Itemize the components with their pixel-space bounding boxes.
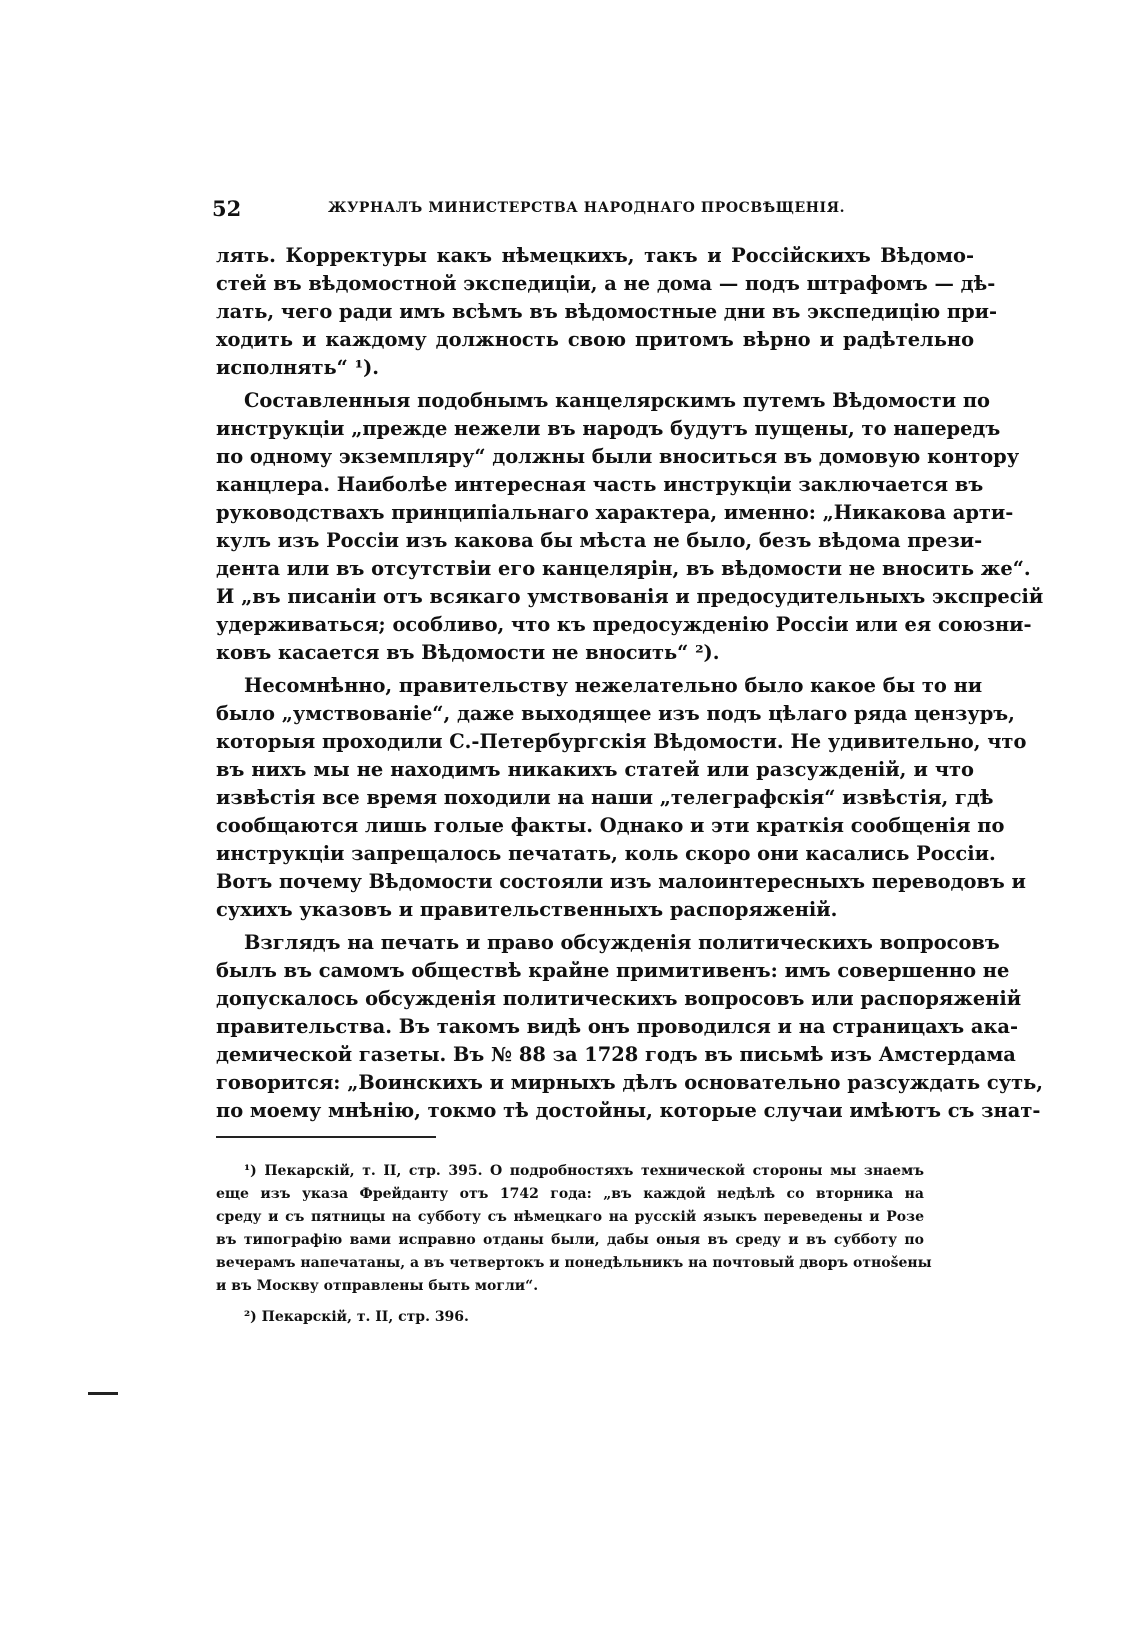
text-line: въ нихъ мы не находимъ никакихъ статей или разсужденій, и что xyxy=(216,758,974,781)
text-line: инструкціи „прежде нежели въ народъ будутъ пущены, то напередъ xyxy=(216,417,1001,440)
text-line: удерживаться; особливо, что къ предосужденію Россіи или ея союзни- xyxy=(216,613,1032,636)
footnote-line: среду и съ пятницы на субботу съ нѣмецкаго на русскій языкъ переведены и Розе xyxy=(216,1209,924,1225)
text-line: инструкціи запрещалось печатать, коль скоро они касались Россіи. xyxy=(216,842,996,865)
text-line: Составленныя подобнымъ канцелярскимъ путемъ Вѣдомости по xyxy=(244,389,990,412)
footnote-line: ²) Пекарскій, т. II, стр. 396. xyxy=(244,1309,469,1325)
text-line: кулъ изъ Россіи изъ какова бы мѣста не было, безъ вѣдома прези- xyxy=(216,529,983,552)
footnote-divider xyxy=(216,1136,436,1138)
text-line: говорится: „Воинскихъ и мирныхъ дѣлъ основательно разсуждать суть, xyxy=(216,1071,1044,1094)
footnote-line: вечерамъ напечатаны, а въ четвертокъ и понедѣльникъ на почтовый дворъ отнošены xyxy=(216,1255,932,1271)
text-line: которыя проходили С.-Петербургскія Вѣдомости. Не удивительно, что xyxy=(216,730,1027,753)
footnote-line: въ типографію вами исправно отданы были, дабы оныя въ среду и въ субботу по xyxy=(216,1232,924,1248)
footnote-line: еще изъ указа Фрейданту отъ 1742 года: „въ каждой недѣлѣ со вторника на xyxy=(216,1186,924,1202)
text-line: допускалось обсужденія политическихъ вопросовъ или распоряженій xyxy=(216,987,1022,1010)
text-line: ковъ касается въ Вѣдомости не вносить“ ²). xyxy=(216,641,720,664)
text-line: былъ въ самомъ обществѣ крайне примитивенъ: имъ совершенно не xyxy=(216,959,1010,982)
text-line: сухихъ указовъ и правительственныхъ распоряженій. xyxy=(216,898,838,921)
text-line: стей въ вѣдомостной экспедиціи, а не дома — подъ штрафомъ — дѣ- xyxy=(216,272,996,295)
page-header xyxy=(212,196,972,226)
footnote-line: ¹) Пекарскій, т. II, стр. 395. О подробностяхъ технической стороны мы знаемъ xyxy=(244,1163,924,1179)
text-line: Взглядъ на печать и право обсужденія политическихъ вопросовъ xyxy=(244,931,1000,954)
text-line: дента или въ отсутствіи его канцелярін, въ вѣдомости не вносить же“. xyxy=(216,557,1031,580)
text-line: было „умствованіе“, даже выходящее изъ подъ цѣлаго ряда цензуръ, xyxy=(216,702,1015,725)
text-line: демической газеты. Въ № 88 за 1728 годъ въ письмѣ изъ Амстердама xyxy=(216,1043,1016,1066)
text-line: правительства. Въ такомъ видѣ онъ проводился и на страницахъ ака- xyxy=(216,1015,1018,1038)
text-line: лять. Корректуры какъ нѣмецкихъ, такъ и Россійскихъ Вѣдомо- xyxy=(216,244,974,267)
footnotes xyxy=(216,1160,932,1329)
text-line: ходить и каждому должность свою притомъ вѣрно и радѣтельно xyxy=(216,328,974,351)
text-line: руководствахъ принципіальнаго характера, именно: „Никакова арти- xyxy=(216,501,1014,524)
footnote-line: и въ Москву отправлены быть могли“. xyxy=(216,1278,539,1294)
text-line: исполнять“ ¹). xyxy=(216,356,380,379)
text-line: извѣстія все время походили на наши „телеграфскія“ извѣстія, гдѣ xyxy=(216,786,994,809)
text-line: сообщаются лишь голые факты. Однако и эти краткія сообщенія по xyxy=(216,814,1005,837)
text-line: по моему мнѣнію, токмо тѣ достойны, которые случаи имѣютъ съ знат- xyxy=(216,1099,1041,1122)
text-line: канцлера. Наиболѣе интересная часть инструкціи заключается въ xyxy=(216,473,984,496)
text-line: лать, чего ради имъ всѣмъ въ вѣдомостные дни въ экспедицію при- xyxy=(216,300,998,323)
body-text xyxy=(216,242,1044,1125)
page-number: 52 xyxy=(212,196,242,221)
text-line: И „въ писаніи отъ всякаго умствованія и предосудительныхъ экспресій xyxy=(216,585,1044,608)
text-line: по одному экземпляру“ должны были вноситься въ домовую контору xyxy=(216,445,1020,468)
margin-mark xyxy=(88,1392,118,1395)
text-line: Несомнѣнно, правительству нежелательно было какое бы то ни xyxy=(244,674,983,697)
text-line: Вотъ почему Вѣдомости состояли изъ малоинтересныхъ переводовъ и xyxy=(216,870,1026,893)
running-title: ЖУРНАЛЪ МИНИСТЕРСТВА НАРОДНАГО ПРОСВѢЩЕНІЯ. xyxy=(328,200,846,216)
